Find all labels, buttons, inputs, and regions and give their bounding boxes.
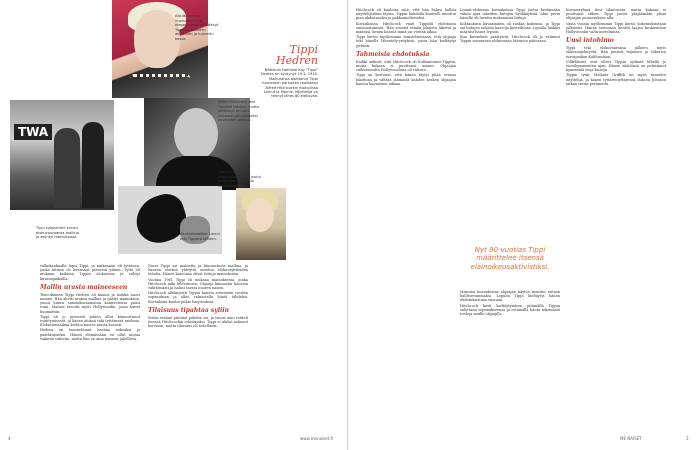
paragraph: Vuonna 1961 Tippi oli mukana mainoksessa, jonka Hitchcock näki televisiosta. Ohjaaja kiinnostui hänestä välittömästi ja halusi tavata nuoren naisen.	[148, 277, 248, 291]
footer-brand: ME NAISET	[620, 436, 642, 441]
title-block	[260, 44, 318, 99]
twa-figure-1	[54, 128, 80, 208]
birds-photo	[118, 186, 222, 254]
section-heading: Uusi intohimo	[566, 37, 614, 45]
left-column-2	[148, 264, 248, 434]
paragraph: Kaikki näkivät, että Hitchcock oli hullaantunut Tippiin, mutta kukaan ei puuttunut asiaan. Ohjaajan vaikutusvalta Hollywoodissa oli valtava.	[356, 59, 456, 73]
footer-page-number-left: 4	[8, 436, 11, 441]
paragraph: Linnut-elokuvan kuvauksissa Tippi joutui kestämään viikon ajan oikeiden lintujen hyökkäyksiä. Alun perin hänelle oli luvattu mekaanisia lintuja.	[460, 8, 560, 21]
caption-portrait: Aikuisoinnissa nuoruutensa ja eleganssinsa säilyttänyt Tippi on edelleen aktiivinen ja tunnettu kasvo.	[175, 14, 219, 41]
paragraph: Hitchcock oli kuuluisa siitä, että hän halusi hallita näyttelijöitään täysin. Tippin kohdalla kontrolli muuttui pian ahdistavaksi ja pakkomielteiseksi.	[356, 8, 456, 21]
paragraph: Tippin tytär Melanie Griffith on myös tunnettu näyttelijä, ja hänen tyttärentyttärensä Dakota Johnson jatkaa suvun perinnettä.	[566, 73, 666, 86]
footer-site: www.menaiset.fi	[300, 436, 334, 441]
caption-birds-classic: Kauhuklassikko Linnut teki Tippistä tähden.	[180, 232, 220, 241]
page-gutter	[347, 0, 349, 450]
article-title: Tippi Hedren	[276, 43, 318, 67]
paragraph: Marnien kuvauksissa ohjaajan käytös muuttui entistä hallitsevammaksi. Lopulta Tippi kieltäytyi hänen ehdotuksistaan suoraan.	[460, 290, 560, 303]
paragraph: valkokankaalla lapsi Tippi, ja mukanaan oli tyttönen, jonka äitinsä oli kuvannut pienestä pitäen. Tyttö oli mukana kaikissa Tippin elokuvissa ja viihtyi kuvauspaikoilla.	[40, 264, 140, 281]
paragraph: Hedren on luonnehtinut itseään sitkeäksi ja päättäväiseksi. Hänen elämässään on ollut monia vaikeita vaiheita, mutta hän on aina noussut jaloilleen.	[40, 328, 140, 341]
twa-logo: TWA	[14, 124, 52, 140]
paragraph: Villieläimet ovat olleet Tippin sydäntä lähellä jo vuosikymmenten ajan. Hänen säätiönsä on pelastanut kymmeniä isoja kissoja.	[566, 59, 666, 73]
paragraph: Tippi oli jo pienestä pitäen ollut kiinnostunut esiintymisestä, ja hänen äitinsä tuki tyttärensä unelmia. Elokuvamaailma kiehtoi nuorta naista kovasti.	[40, 314, 140, 328]
paragraph: Kuvausryhmä tiesi tilanteesta, mutta kukaan ei puuttunut siihen. Tippi joutui pärjäämään yksin ohjaajan painostuksen alla.	[566, 8, 666, 21]
poster-face	[246, 198, 274, 232]
paragraph: Hitchcock allekirjoitti Tippin kanssa seitsemän vuoden sopimuksen ja alkoi valmistella häntä tähdeksi. Kuvauksiin kuului pitkiä harjoituksia.	[148, 291, 248, 304]
paragraph: Nuori Tippi sai mainetta ja kiinnostusta mallina, ja häneen otettiin yhteyttä useiden elokuvayhtiöiden taholta. Hänen kasvonsa olivat tuttuja mainoksista.	[148, 264, 248, 277]
tippi-birds-poster-photo	[236, 188, 286, 260]
portrait-pearls	[130, 74, 190, 82]
pull-quote: Nyt 90-vuotias Tippi määrittelee itsensä eläinoikeusaktivistiksi.	[470, 246, 550, 271]
caption-birds-shoot: Linnut-elokuvan kuvauksissa Tippi joutui kokemaan todellisia lintuhyökkäyksiä.	[218, 170, 261, 188]
caption-hitchcock: Alfred Hitchcock teki Tippistä tähden, mutta yhteistyö muuttui nopeasti painajaiseksi kuvausten aikana.	[218, 100, 260, 123]
paragraph: Kuvauksissa Hitchcock vaati Tippiltä ehdotonta omistautumista. Hän seurasi tämän jokaista liikettä ja määräsi, kenen kanssa tämä sai viettää aikaa.	[356, 21, 456, 35]
paragraph: Tippi on kertonut, että hänen täytyi pitää ovensa lukittuna ja välttää jäämästä kahden kesken ohjaajan kanssa kuvausten aikana.	[356, 73, 456, 86]
portrait-face	[134, 10, 180, 68]
paragraph: Kun kuvaukset päättyivät, Hitchcock oli jo valinnut Tippin seuraavan elokuvansa Marnien pääosaan.	[460, 35, 560, 44]
twa-figure-2	[82, 122, 104, 208]
title-intro: Nättikuin Nathalie Kay "Tippi" Hedren on syntynyt 19.1. 1930. Malliuransa aloittanut Tippi tunnetaan parhaiten roolistaan Alfred Hitchcockin elokuvissa Linnut ja Marnie. Näyttelijä on tehnyt lähes 80 elokuvaa.	[260, 68, 318, 99]
caption-model: Tippi työskenteli ennen elokuvauraansa mallina ja esiintyi mainoksissa.	[36, 226, 79, 240]
section-heading: Tilaisuus tipahtaa syliin	[148, 306, 229, 314]
paragraph: Kohtauksen kuvaaminen oli raskas kokemus, ja Tippi sai lintujen nokista haavoja kasvoihinsa. Lopulta lääkäri määräsi hänet lepoon.	[460, 21, 560, 35]
right-column-2-lower	[460, 290, 560, 436]
paragraph: Tippi kertoi myöhemmin muistelmissaan, että ohjaaja teki hänelle lähentely-yrityksiä, joista hän kieltäytyi jyrkästi.	[356, 35, 456, 48]
paragraph: Hitchcock kosti kieltäytymisen pitämällä Tippin sidottuna sopimukseensa ja estämällä häntä tekemästä rooleja muille ohjaajille.	[460, 303, 560, 317]
footer-page-number-right: 5	[686, 436, 689, 441]
right-column-3	[566, 8, 666, 436]
left-column-1	[40, 264, 140, 434]
right-column-1	[356, 8, 456, 436]
paragraph: Teini-ikäinen Tippi Hedren oli kaunis ja hoikka nuori nainen. Hän aloitti uransa mallina ja päätyi mainoksiin, joissa hänen sanoinkuvaamaton kauneutensa pääsi esiin. Mainos tavoitti myös Hollywoodin, jossa hänet huomattiin.	[40, 292, 140, 314]
section-heading: Tahmeisia ehdotuksia	[356, 50, 430, 58]
hitchcock-head	[174, 108, 218, 160]
paragraph: Tippi teki elokuvauransa jälkeen myös eläinsuojelutyötä. Hän perusti leijonien ja tiikerien turvapaikan Kaliforniaan.	[566, 46, 666, 59]
section-heading: Mallin urasta maineeseen	[40, 283, 128, 291]
twa-photo	[10, 100, 114, 210]
paragraph: Vasta vuosia myöhemmin Tippi kertoi kokemuksistaan julkisesti. Hänen tarinansa herätti laajaa keskustelua Hollywoodin valta-asetelmista.	[566, 21, 666, 35]
paragraph: Sitten eräänä päivänä puhelin soi, ja vieras ääni esitteli itsensä Hitchcockin edustajaksi. Tippi ei aluksi uskonut korviaan, mutta tilaisuus oli todellinen.	[148, 315, 248, 329]
